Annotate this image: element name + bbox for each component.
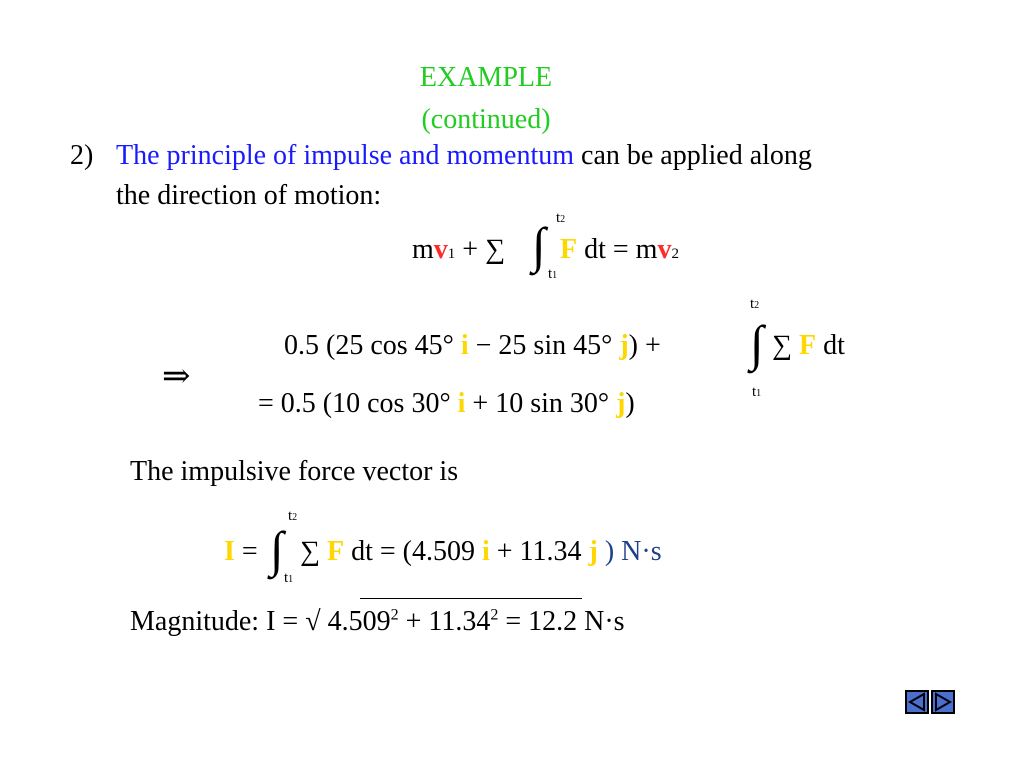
integral-sign: ∫: [532, 217, 546, 273]
slide-subtitle: (continued): [421, 104, 551, 135]
integral-sign-3: ∫: [270, 521, 284, 577]
principle-rest: can be applied along: [581, 140, 812, 171]
momentum-equation-rhs: F dt = mv2: [560, 234, 679, 265]
arrow-left-icon: [907, 692, 927, 712]
integral-lower-limit: t1: [548, 266, 558, 282]
impulse-vector-rhs: ∑ F dt = (4.509 i + 11.34 j ) N·s: [300, 536, 662, 567]
integral-upper-limit: t2: [556, 210, 566, 226]
integral-2-lower-limit: t1: [752, 384, 762, 400]
impulse-equation-line-1-tail: ∑ F dt: [772, 330, 845, 361]
step-number: 2): [70, 140, 94, 171]
momentum-equation-lhs: mv1 + ∑: [412, 234, 506, 265]
magnitude-equation: Magnitude: I = √ $4.509^2 + 11.34^2 = 12.2$ N·s: [130, 606, 625, 637]
impulse-equation-line-1: 0.5 (25 cos 45° i − 25 sin 45° j) +: [284, 330, 661, 361]
integral-3-upper-limit: t2: [288, 508, 298, 524]
impulse-vector-lhs: I =: [224, 536, 258, 567]
impulse-equation-line-2: = 0.5 (10 cos 30° i + 10 sin 30° j): [258, 388, 635, 419]
arrow-right-icon: [933, 692, 953, 712]
sqrt-overline: [360, 598, 582, 599]
next-slide-button[interactable]: [931, 690, 955, 714]
principle-line-2: the direction of motion:: [116, 180, 382, 211]
integral-sign-2: ∫: [750, 315, 764, 371]
prev-slide-button[interactable]: [905, 690, 929, 714]
principle-highlight: The principle of impulse and momentum: [116, 140, 575, 171]
impulse-intro-text: The impulsive force vector is: [130, 456, 459, 487]
slide-title: EXAMPLE: [419, 62, 553, 93]
integral-2-upper-limit: t2: [750, 296, 760, 312]
implies-arrow: ⇒: [162, 358, 191, 395]
principle-line-1: [116, 140, 812, 172]
integral-3-lower-limit: t1: [284, 570, 294, 586]
